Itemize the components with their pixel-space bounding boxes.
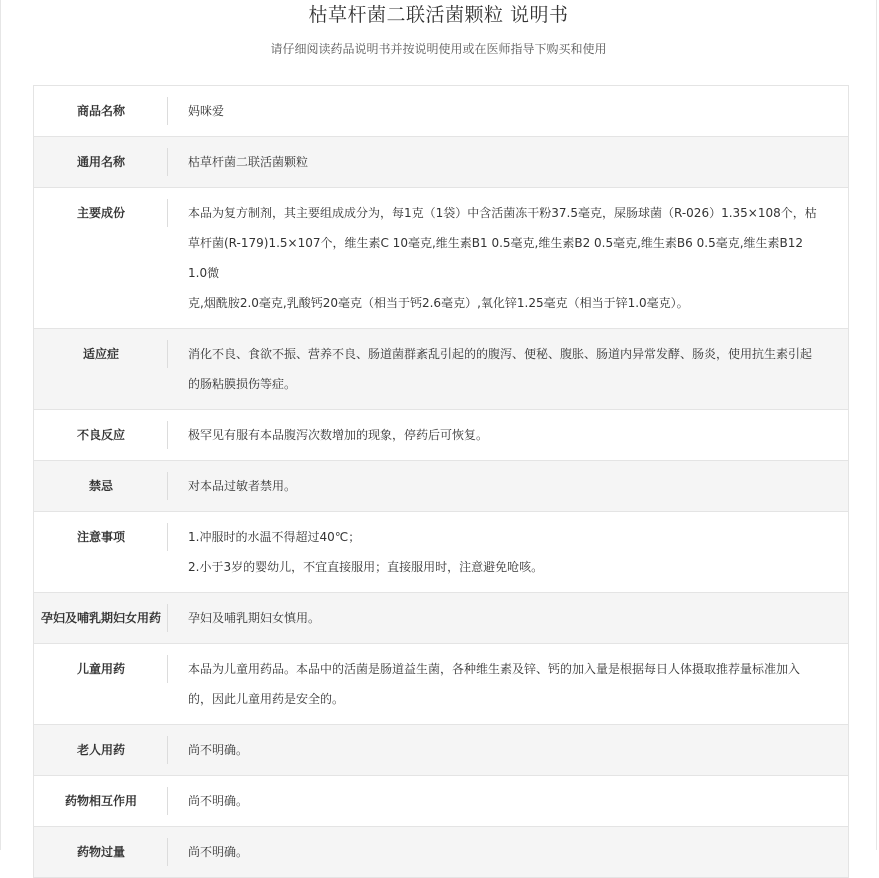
row-value-line: 对本品过敏者禁用。 <box>188 479 297 493</box>
page-title: 枯草杆菌二联活菌颗粒 说明书 <box>308 4 569 26</box>
row-label: 通用名称 <box>34 137 168 187</box>
row-value <box>168 461 848 511</box>
table-row <box>34 461 848 512</box>
row-value <box>168 776 848 826</box>
row-label: 不良反应 <box>34 410 168 460</box>
row-label: 注意事项 <box>34 512 168 592</box>
row-value <box>168 725 848 775</box>
row-value-line: 的肠粘膜损伤等症。 <box>188 377 297 391</box>
row-value <box>168 188 848 328</box>
table-row <box>34 776 848 827</box>
row-value-line: 孕妇及哺乳期妇女慎用。 <box>188 611 321 625</box>
row-value-line: 尚不明确。 <box>188 845 249 859</box>
row-label: 儿童用药 <box>34 644 168 724</box>
table-row <box>34 644 848 725</box>
table-row <box>34 329 848 410</box>
table-row <box>34 137 848 188</box>
row-label: 老人用药 <box>34 725 168 775</box>
row-value <box>168 593 848 643</box>
row-label: 商品名称 <box>34 86 168 136</box>
row-value-line: 本品为复方制剂，其主要组成成分为，每1克（1袋）中含活菌冻干粉37.5毫克，屎肠球菌（R-026）1.35×108个，枯 <box>188 206 817 220</box>
spec-table <box>33 85 849 878</box>
table-row <box>34 593 848 644</box>
table-row <box>34 725 848 776</box>
table-row <box>34 827 848 878</box>
row-label: 适应症 <box>34 329 168 409</box>
table-row <box>34 410 848 461</box>
row-value-line: 消化不良、食欲不振、营养不良、肠道菌群紊乱引起的的腹泻、便秘、腹胀、肠道内异常发酵、肠炎，使用抗生素引起 <box>188 347 813 361</box>
row-value-line: 本品为儿童用药品。本品中的活菌是肠道益生菌，各种维生素及锌、钙的加入量是根据每日人体摄取推荐量标准加入 <box>188 662 801 676</box>
row-value <box>168 644 848 724</box>
row-value-line: 枯草杆菌二联活菌颗粒 <box>188 155 309 169</box>
row-value <box>168 137 848 187</box>
row-value-line: 2.小于3岁的婴幼儿，不宜直接服用；直接服用时，注意避免呛咳。 <box>188 560 544 574</box>
row-value-line: 草杆菌(R-179)1.5×107个，维生素C 10毫克,维生素B1 0.5毫克,维生素B2 0.5毫克,维生素B6 0.5毫克,维生素B12 1.0微 <box>188 236 804 280</box>
row-value <box>168 827 848 877</box>
table-row <box>34 188 848 329</box>
row-value <box>168 410 848 460</box>
row-label: 主要成份 <box>34 188 168 328</box>
row-value-line: 的，因此儿童用药是安全的。 <box>188 692 345 706</box>
row-value-line: 极罕见有服有本品腹泻次数增加的现象，停药后可恢复。 <box>188 428 489 442</box>
table-row <box>34 86 848 137</box>
row-value-line: 尚不明确。 <box>188 743 249 757</box>
row-value-line: 克,烟酰胺2.0毫克,乳酸钙20毫克（相当于钙2.6毫克）,氧化锌1.25毫克（相当于锌1.0毫克）。 <box>188 296 689 310</box>
row-label: 孕妇及哺乳期妇女用药 <box>34 593 168 643</box>
row-label: 药物相互作用 <box>34 776 168 826</box>
row-value-line: 1.冲服时的水温不得超过40℃； <box>188 530 361 544</box>
row-value <box>168 86 848 136</box>
table-row <box>34 512 848 593</box>
row-value-line: 妈咪爱 <box>188 104 225 118</box>
row-label: 禁忌 <box>34 461 168 511</box>
row-value <box>168 512 848 592</box>
row-value <box>168 329 848 409</box>
row-value-line: 尚不明确。 <box>188 794 249 808</box>
row-label: 药物过量 <box>34 827 168 877</box>
page-subtitle: 请仔细阅读药品说明书并按说明使用或在医师指导下购买和使用 <box>270 42 607 56</box>
